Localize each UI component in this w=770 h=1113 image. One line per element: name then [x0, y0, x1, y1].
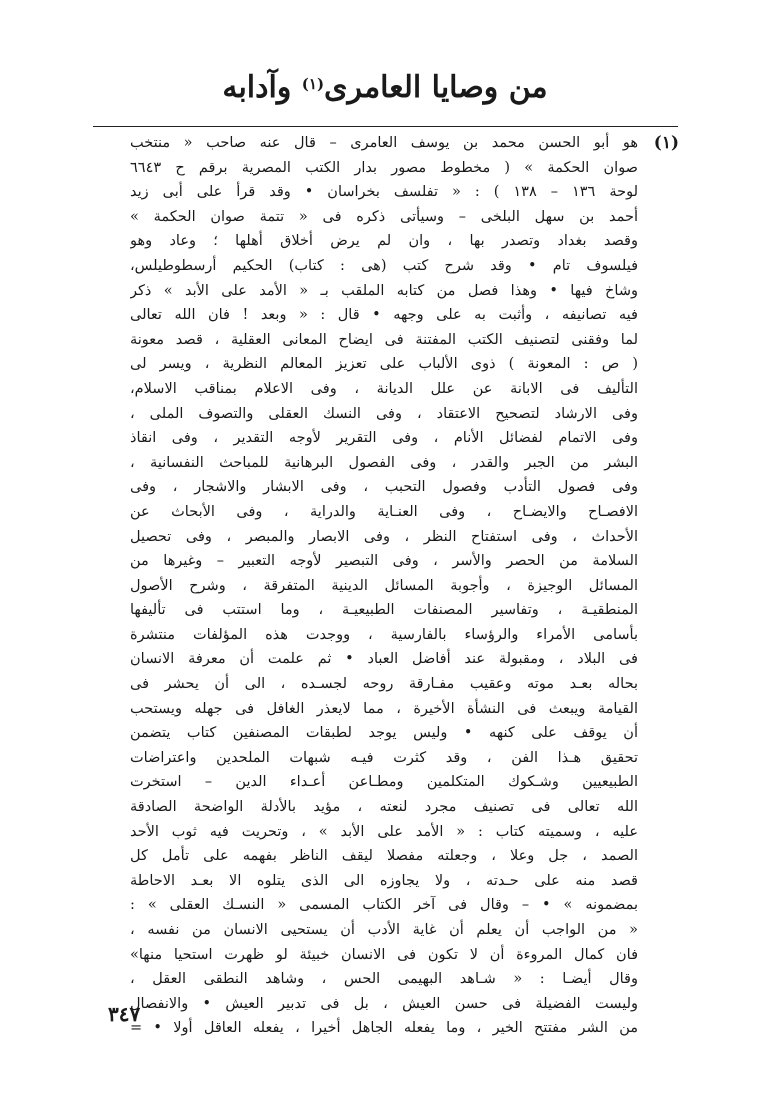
footnote-line: فيلسوف تام • وقد شرح كتب (هى : كتاب) الحكيم أرسطوطيلس،: [130, 257, 638, 274]
footnote-line: المنطقيـة ، وتفاسير المصنفات الطبيعيـة ، وما استتب فى تأليفها: [130, 602, 638, 619]
footnote-line: لما وفقنى لتصنيف الكتب المفتنة فى ايضاح المعانى العقلية ، قصد معونة: [130, 331, 638, 348]
footnote-line: البشر من الجبر والقدر ، وفى الفصول البرهانية للمباحث النفسانية ،: [130, 454, 638, 471]
footnote-line: وقال أيضـا : « شـاهد البهيمى الحس ، وشاهد النطقى العقل ،: [130, 971, 638, 988]
footnote-line: ( ص : المعونة ) ذوى الألباب على تعزيز المعالم النظرية ، ويسر لى: [130, 356, 638, 373]
footnote-line: وفى فصول التأدب وفصول التحبب ، وفى الابشار والاشجار ، وفى: [130, 479, 638, 496]
footnote-line: الله تعالى فى تصنيف مجرد لنعته ، مؤيد بالأدلة الواضحة الصادقة: [130, 799, 638, 816]
title-main: من وصايا العامرى: [324, 70, 548, 105]
footnote-line: الافصـاح والايضـاح ، وفى العنـاية والدراية ، وفى الأبحاث عن: [130, 503, 638, 520]
footnote-line: بحاله بعـد موته وعقيب مفـارقة روحه لجسـده ، الى أن يحشر فى: [130, 676, 638, 693]
footnote-text: [130, 131, 638, 1041]
footnote-line: فى البلاد ، ومقبولة عند أفاضل العباد • ثم علمت أن معرفة الانسان: [130, 651, 638, 668]
footnote-line: تحقيق هـذا الفن ، وقد كثرت فيـه شبهات الملحدين واعتراضات: [130, 749, 638, 766]
footnote-line: قصد منه على حـدته ، ولا يجاوزه الى الذى يتلوه الا بعـد الاحاطة: [130, 872, 638, 889]
footnote-line: فان كمال المروءة أن لا تكون فى الانسان خبيئة لو ظهرت استحيا منها»: [130, 946, 638, 963]
footnote-line: المسائل الوجيزة ، وأجوبة المسائل الدينية المتفرقة ، وشرح الأصول: [130, 577, 638, 594]
footnote-line: الصمد ، جل وعلا ، وجعلته مفصلا ليقف الناظر بفهمه على تأمل كل: [130, 848, 638, 865]
page-title: [0, 66, 770, 110]
footnote-marker: (١): [653, 133, 679, 153]
footnote-line: عليه ، وسميته كتاب : « الأمد على الأبد » ، وتحريت فيه ثوب الأحد: [130, 823, 638, 840]
footnote-line: وشاخ فيها • وهذا فصل من كتابه الملقب بـ « الأمد على الأبد » ذكر: [130, 282, 638, 299]
footnote-line: أن يوقف على كنهه • وليس يوجد لطبقات المصنفين كتاب يتضمن: [130, 725, 638, 742]
footnote-line: بأسامى الأمراء والرؤساء بالفارسية ، ووجدت هذه المؤلفات منتشرة: [130, 626, 638, 643]
footnote-line: بمضمونه » • – وقال فى آخر الكتاب المسمى « النسـك العقلى » :: [130, 897, 638, 914]
footnote-line: فيه تصانيفه ، وأثبت به على وجهه • قال : « وبعد ! فان الله تعالى: [130, 307, 638, 324]
footnote-line: أحمد بن سهل البلخى – وسيأتى ذكره فى « تتمة صوان الحكمة »: [130, 208, 638, 225]
footnote-line: « من الواجب أن يعلم أن غاية الأدب أن يستحيى الانسان من نفسه ،: [130, 922, 638, 938]
title-suffix: وآدابه: [222, 70, 292, 105]
footnote-line: وليست الفضيلة فى حسن العيش ، بل فى تدبير العيش • والانفصال: [130, 995, 638, 1012]
footnote-line: لوحة ١٣٦ – ١٣٨ ) : « تفلسف بخراسان • وقد قرأ على أبى زيد: [130, 184, 638, 201]
title-divider: [93, 126, 678, 127]
page-number: ٣٤٧: [108, 1002, 141, 1026]
footnote-line: الأحداث ، وفى استفتاح النظر ، وفى الابصار والمبصر ، وفى تحصيل: [130, 528, 638, 545]
title-footnote-ref: (١): [301, 75, 325, 93]
footnote-line: وفى الاتمام لفضائل الأنام ، وفى التقرير لأوجه التقدير ، وفى انقاذ: [130, 430, 638, 447]
footnote-line: هو أبو الحسن محمد بن يوسف العامرى – قال عنه صاحب « منتخب: [130, 135, 638, 151]
footnote-line: الطبيعيين وشـكوك المتكلمين ومطـاعن أعـداء الدين – استخرت: [130, 774, 638, 791]
footnote-line: القيامة ويبعث فى النشأة الأخيرة ، مما لايعذر الغافل فى جهله ويستحب: [130, 700, 638, 717]
footnote-line: السلامة من الحصر والأسر ، وفى التبصير لأوجه التعبير – وغيرها من: [130, 553, 638, 570]
footnote-line: صوان الحكمة » ( مخطوط مصور بدار الكتب المصرية برقم ح ٦٦٤٣: [130, 159, 638, 176]
footnote-line: وقصد بغداد وتصدر بها ، وان لم يرض أخلاق أهلها ؛ وعاد وهو: [130, 233, 638, 250]
footnote-line: وفى الارشاد لتصحيح الاعتقاد ، وفى النسك العقلى والتصوف الملى ،: [130, 405, 638, 422]
footnote-line: التأليف فى الابانة عن علل الديانة ، وفى الاعلام بمناقب الاسلام،: [130, 380, 638, 397]
footnote-line: من الشر مفتتح الخير ، وما يفعله الجاهل أخيرا ، يفعله العاقل أولا • =: [130, 1020, 638, 1037]
